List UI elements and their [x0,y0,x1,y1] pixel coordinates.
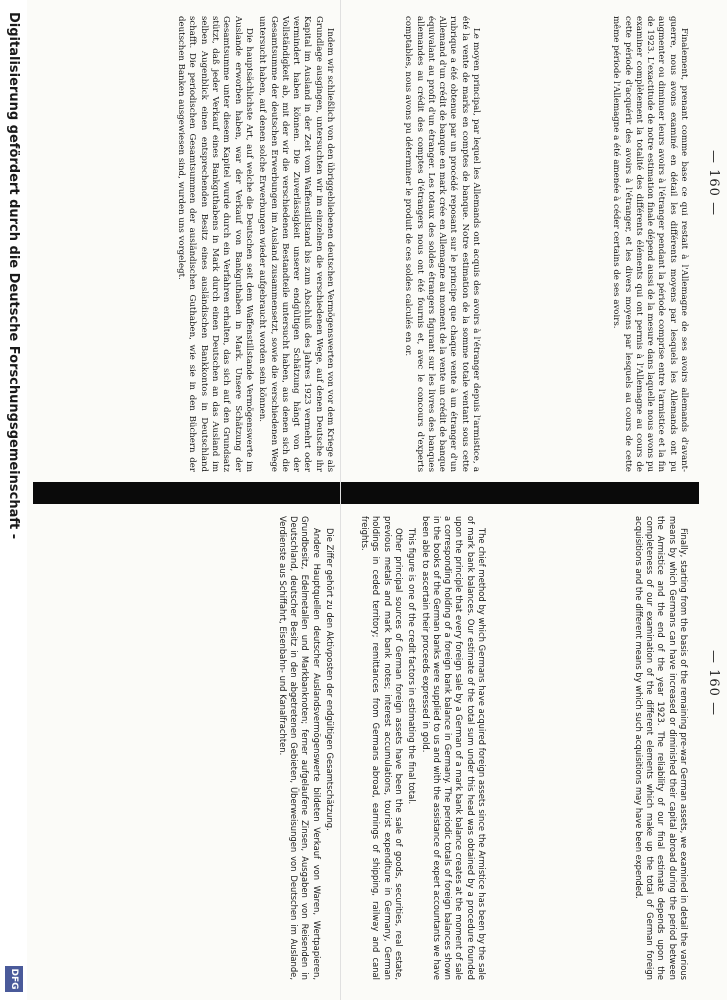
scan-binding-rule [33,482,699,504]
english-paragraph-1: Finally, starting from the basis of the remaining pre-war German assets, we examined in detail the various means by which Germans can have increased or diminished their capital abroad during the period between the Armistice and the end of the year 1923. The reliability of our final estimate depends upon the completeness of our examination of the different elements which make up the total of German foreign acquisitions and the different means by which such acquisitions may have been expended. [633,516,689,980]
fold-line [340,0,341,1000]
french-column-upper [497,16,689,472]
english-paragraph-3: This figure is one of the credit factors in estimating the final total. [407,528,418,805]
german-paragraph-2: Die hauptsächlichste Art, auf welche die Deutschen seit dem Waffenstillstande Vermögenswerte im Auslande erworben haben, war der Verkauf von Bankguthaben in Mark. Unsere Schätzung der Gesamtsumme unter diesem Kapitel wurde durch ein Verfahren erhalten, das sich auf den Grundsatz stützt, daß jeder Verkauf eines Bankguthabens in Mark durch einen Deutschen an das Ausland im selben Augenblick einen entsprechenden Besitz eines ausländischen Bankkontos in Deutschland schafft. Die periodischen Gesamtsummen der ausländischen Guthaben, wie sie in den Büchern der deutschen Banken ausgewiesen sind, wurden uns vorgelegt. [176,16,254,472]
footer-credit: Digitalisierung gefördert durch die Deutsche Forschungsgemeinschaft - [6,12,21,540]
french-paragraph-2: Le moyen principal, par lequel les Allemands ont acquis des avoirs à l'étranger depuis l'armistice, a été la vente de marks en comptes de banque. Notre estimation de la somme totale ventant sous cette rubrique a été obtenue par un procédé reposant sur le principe que chaque vente à un étranger d'un Allemand d'un crédit de banque en mark crée en Allemagne au moment de la vente un crédit de banque équivalant au profit d'un étranger. Les totaux des soldes étrangers figurant sur les livres des banques allemandes au crédit des comptes d'étrangers nous ont été fournis et, avec le concours d'experts comptables, nous avons pu déterminer le produit de ces soldes calculés en or. [403,16,481,472]
german-column-left [5,16,335,472]
french-column-lower [345,16,481,472]
german-paragraph-4: Andere Hauptquellen deutscher Auslandsvermögenswerte bildeten Verkauf von Waren, Wertpapieren, Grundbesitz, Edelmetallen und Markbanknoten; ferner aufgelaufene Zinsen, Ausgaben von Reisenden in Deutschland, deutscher Besitz in den abgetretenen Gebieten, Überweisungen von Deutschen im Auslande, Verdienste aus Schiffahrt, Eisenbahn- und Kanalfrachten. [277,516,322,980]
german-paragraph-1: Indem wir schließlich von den übriggebliebenen deutschen Vermögenswerten von vor dem Kriege als Grundlage ausgingen, untersuchten wir im einzelnen die verschiedenen Wege, auf denen Deutsche ihr Kapital im Ausland in der Zeit vom Waffenstillstand bis zum Abschluß des Jahres 1923 vermehrt oder vermindert haben können. Die Zuverlässigkeit unserer endgültigen Schätzung hängt von der Vollständigkeit ab, mit der wir die verschiedenen Bestandteile untersucht haben, aus denen sich die Gesamtsumme der deutschen Erwerbungen im Ausland zusammensetzt, sowie die verschiedenen Wege untersucht haben, auf denen solche Erwerbungen wieder aufgebraucht worden sein können. [257,16,335,472]
english-column-upper [517,516,689,980]
english-paragraph-2: The chief method by which Germans have acquired foreign assets since the Armistice has been by the sale of mark bank balances. Our estimate of the total sum under this head was obtained by a procedure founded upon the principle that every foreign sale by a German of a mark bank balance creates at the moment of sale a corresponding holding of a foreign bank balance in Germany. The periodic totals of foreign balances shown in the books of the German banks were supplied to us and with the assistance of expert accountants we have been able to ascertain their proceeds expressed in gold. [420,516,487,980]
english-column-lower [345,516,487,980]
page-number-bottom: — 160 — [706,650,721,717]
page-number-top: — 160 — [706,150,721,217]
english-paragraph-4: Other principal sources of German foreign assets have been the sale of goods, securities, real estate, previous metals and mark bank notes; interest accumulations, tourist expenditure in Germany, German holdings in ceded territory; remittances from Germans abroad, earnings of shipping, railway and canal freights. [360,516,404,980]
french-paragraph-1: Finalement, prenant comme base ce qui restait à l'Allemagne de ses avoirs allemands d'avant-guerre, nous avons examiné en détail les différents moyens par lesquels les Allemands ont pu augmenter ou diminuer leurs avoirs à l'étranger pendant la période comprise entre l'armistice et la fin de 1923. L'exactitude de notre estimation finale dépend aussi de la mesure dans laquelle nous avons pu examiner complètement la totalité des différents éléments qui ont permis à l'Allemagne au cours de cette période d'acquérir des avoirs à l'étranger, et les divers moyens par lesquels au cours de cette même période l'Allemagne a été amenée à céder certains de ses avoirs. [611,16,689,472]
dfg-logo: DFG [5,966,23,992]
digitization-footer [0,0,27,1000]
german-paragraph-3: Die Ziffer gehört zu den Aktivposten der endgültigen Gesamtschätzung. [325,528,335,831]
german-column-right [5,516,335,980]
